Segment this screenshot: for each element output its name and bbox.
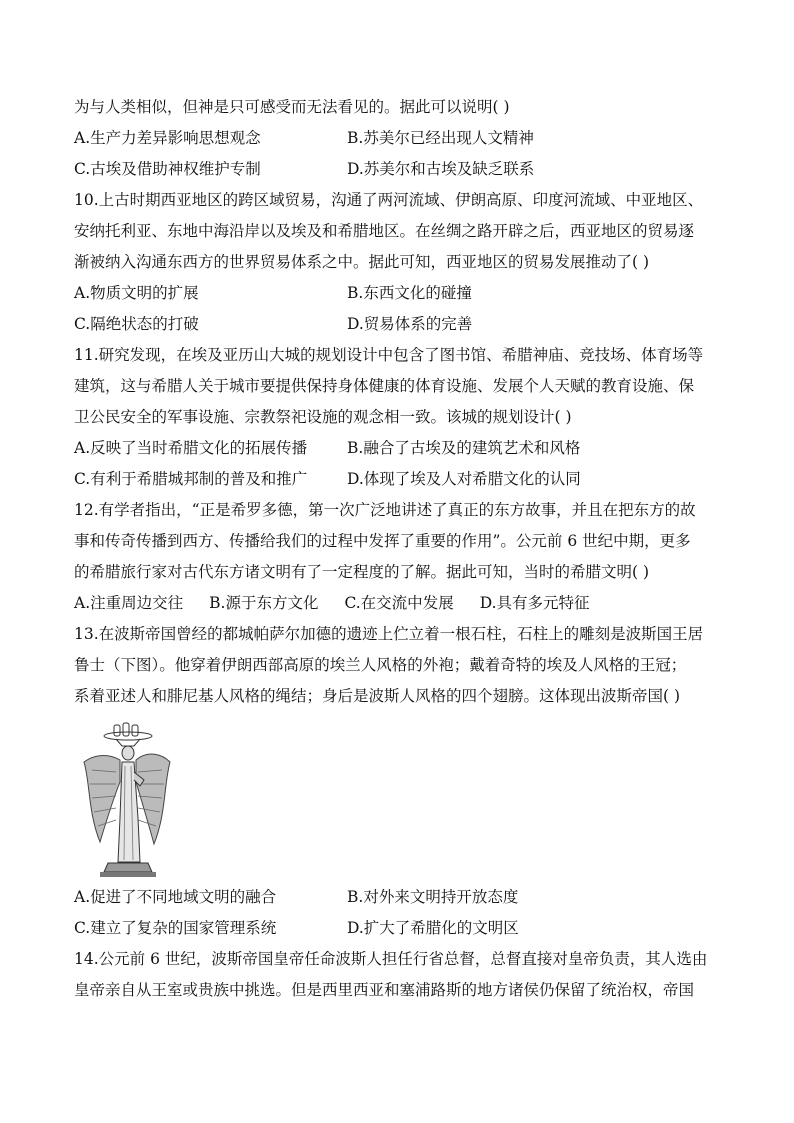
q13-stem-line-2: 鲁士（下图）。他穿着伊朗西部高原的埃兰人风格的外袍；戴着奇特的埃及人风格的王冠； — [74, 656, 687, 674]
q13-option-c[interactable]: C.建立了复杂的国家管理系统 — [74, 919, 277, 937]
q13-options-row-1 — [74, 882, 724, 913]
q14-stem-line-1: 14.公元前 6 世纪，波斯帝国皇帝任命波斯人担任行省总督，总督直接对皇帝负责，其人选由 — [74, 950, 708, 968]
q13-option-b[interactable]: B.对外来文明持开放态度 — [347, 888, 519, 906]
q10-option-b[interactable]: B.东西文化的碰撞 — [347, 284, 472, 302]
q10-option-d[interactable]: D.贸易体系的完善 — [347, 315, 473, 333]
q12-option-d[interactable]: D.具有多元特征 — [479, 594, 590, 612]
q10-option-c[interactable]: C.隔绝状态的打破 — [74, 315, 199, 333]
q9-option-c[interactable]: C.古埃及借助神权维护专制 — [74, 160, 261, 178]
q13-options-row-2 — [74, 913, 724, 944]
q11-option-c[interactable]: C.有利于希腊城邦制的普及和推广 — [74, 470, 308, 488]
q10-stem-line-3: 渐被纳入沟通东西方的世界贸易体系之中。据此可知，西亚地区的贸易发展推动了( ) — [74, 253, 650, 271]
page-content — [74, 92, 724, 1006]
q10-stem-line-1: 10.上古时期西亚地区的跨区域贸易，沟通了两河流域、伊朗高原、印度河流域、中亚地区、 — [74, 191, 704, 209]
q13-stem-line-1: 13.在波斯帝国曾经的都城帕萨尔加德的遗迹上伫立着一根石柱，石柱上的雕刻是波斯国王居 — [74, 625, 704, 643]
q12-option-b[interactable]: B.源于东方文化 — [209, 594, 319, 612]
q11-stem-line-2: 建筑，这与希腊人关于城市要提供保持身体健康的体育设施、发展个人天赋的教育设施、保 — [74, 377, 695, 395]
q9-stem-line: 为与人类相似，但神是只可感受而无法看见的。据此可以说明( ) — [74, 98, 510, 116]
q9-option-b[interactable]: B.苏美尔已经出现人文精神 — [347, 129, 534, 147]
q11-option-a[interactable]: A.反映了当时希腊文化的拓展传播 — [74, 439, 308, 457]
q9-options-row-1 — [74, 123, 724, 154]
q11-options-row-1 — [74, 433, 724, 464]
q10-options-row-1 — [74, 278, 724, 309]
q9-options-row-2 — [74, 154, 724, 185]
q13-option-a[interactable]: A.促进了不同地域文明的融合 — [74, 888, 277, 906]
q14-stem-line-2: 皇帝亲自从王室或贵族中挑选。但是西里西亚和塞浦路斯的地方诸侯仍保留了统治权，帝国 — [74, 981, 695, 999]
q12-option-a[interactable]: A.注重周边交往 — [74, 594, 184, 612]
q9-option-a[interactable]: A.生产力差异影响思想观念 — [74, 129, 261, 147]
q10-option-a[interactable]: A.物质文明的扩展 — [74, 284, 199, 302]
q10-stem-line-2: 安纳托利亚、东地中海沿岸以及埃及和希腊地区。在丝绸之路开辟之后，西亚地区的贸易逐 — [74, 222, 695, 240]
q13-option-d[interactable]: D.扩大了希腊化的文明区 — [347, 919, 519, 937]
q9-option-d[interactable]: D.苏美尔和古埃及缺乏联系 — [347, 160, 535, 178]
q11-option-d[interactable]: D.体现了埃及人对希腊文化的认同 — [347, 470, 581, 488]
winged-figure-illustration — [78, 722, 174, 880]
q11-options-row-2 — [74, 464, 724, 495]
q11-option-b[interactable]: B.融合了古埃及的建筑艺术和风格 — [347, 439, 581, 457]
q10-options-row-2 — [74, 309, 724, 340]
q11-stem-line-3: 卫公民安全的军事设施、宗教祭祀设施的观念相一致。该城的规划设计( ) — [74, 408, 572, 426]
cyrus-relief-figure — [74, 722, 724, 880]
q12-stem-line-3: 的希腊旅行家对古代东方诸文明有了一定程度的了解。据此可知，当时的希腊文明( ) — [74, 563, 650, 581]
q12-option-c[interactable]: C.在交流中发展 — [344, 594, 454, 612]
q12-options-row — [74, 588, 724, 619]
q13-stem-line-3: 系着亚述人和腓尼基人风格的绳结；身后是波斯人风格的四个翅膀。这体现出波斯帝国( ) — [74, 687, 681, 705]
q11-stem-line-1: 11.研究发现，在埃及亚历山大城的规划设计中包含了图书馆、希腊神庙、竞技场、体育场等 — [74, 346, 704, 364]
q12-stem-line-1: 12.有学者指出，“正是希罗多德，第一次广泛地讲述了真正的东方故事，并且在把东方的故 — [74, 501, 696, 519]
q12-stem-line-2: 事和传奇传播到西方、传播给我们的过程中发挥了重要的作用”。公元前 6 世纪中期，更多 — [74, 532, 691, 550]
